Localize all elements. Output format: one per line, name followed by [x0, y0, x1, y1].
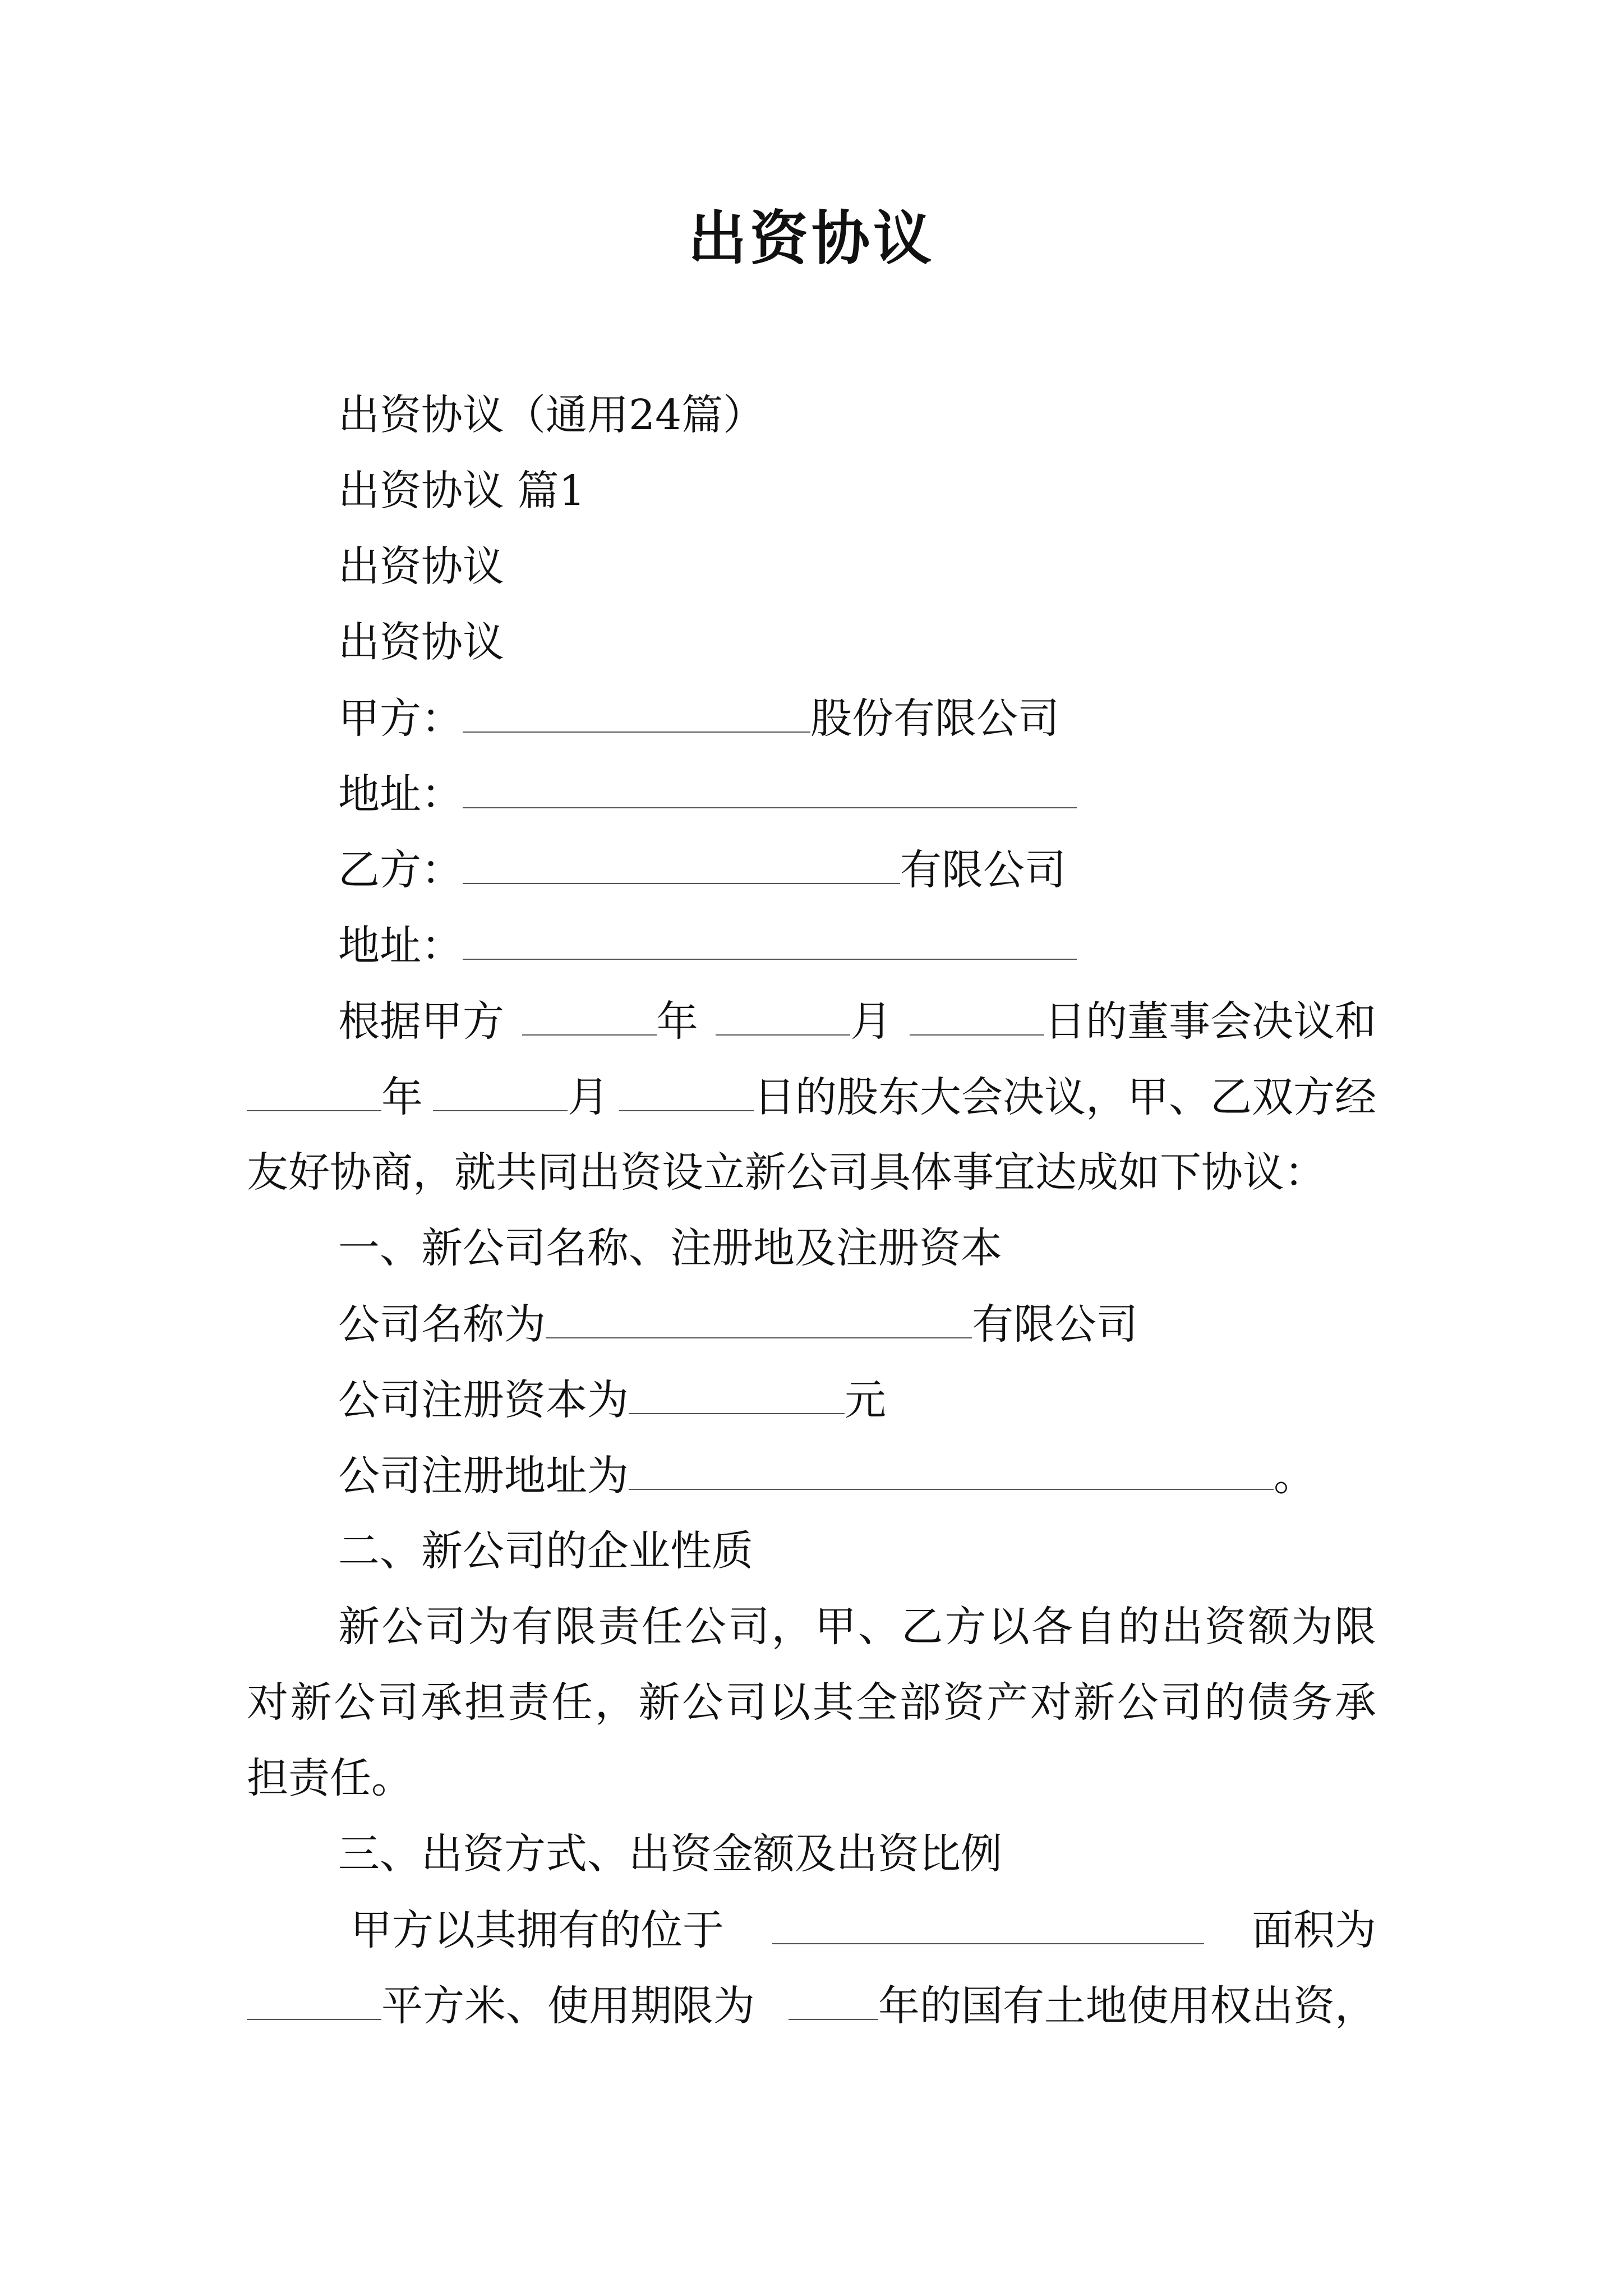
document-title: 出资协议 [688, 204, 935, 273]
clause-2-text-1 [338, 1599, 1376, 1655]
clause-3-text-2: 面积为 [1252, 1906, 1376, 1954]
clause-3-text-3: 平方米、使用期限为 [381, 1982, 755, 2030]
glyph: 其 [812, 1678, 854, 1727]
year-blank [522, 993, 657, 1036]
glyph: 承 [1334, 1678, 1376, 1727]
company-name-suffix: 有限公司 [972, 1300, 1138, 1349]
glyph: 新 [1073, 1678, 1115, 1727]
month-blank-2 [433, 1069, 568, 1111]
glyph: 责 [508, 1678, 550, 1727]
glyph: 司 [725, 1678, 767, 1727]
glyph: ， [594, 1678, 637, 1727]
glyph: 出 [1161, 1603, 1203, 1651]
year-group-2 [247, 1069, 423, 1125]
glyph: 司 [728, 1603, 770, 1651]
party-a-label: 甲方： [338, 694, 463, 743]
section-heading: 出资协议 篇1 [338, 467, 585, 515]
glyph: 为 [468, 1603, 510, 1651]
glyph: 以 [769, 1678, 811, 1727]
party-b-blank [463, 841, 900, 884]
glyph: 部 [899, 1678, 941, 1727]
registered-address-blank [629, 1447, 1274, 1490]
heading-2: 出资协议 [338, 618, 504, 666]
company-name-label: 公司名称为 [338, 1300, 546, 1349]
glyph: 以 [988, 1603, 1030, 1651]
month-label: 月 [850, 997, 892, 1046]
capital-unit: 元 [845, 1376, 886, 1424]
clause-2-line-1 [338, 1599, 1376, 1655]
intro-text-3: 日的股东大会决议，甲、乙双方经 [754, 1073, 1376, 1121]
glyph: 公 [1117, 1678, 1159, 1727]
glyph: 各 [1031, 1603, 1073, 1651]
glyph: 责 [598, 1603, 640, 1651]
glyph: 对 [1030, 1678, 1072, 1727]
document-subtitle: 出资协议（通用24篇） [338, 391, 765, 439]
intro-line-2 [247, 1069, 1376, 1125]
capital-line [338, 1372, 886, 1428]
glyph: 承 [421, 1678, 463, 1727]
clause-3-text-1: 甲方以其拥有的位于 [351, 1906, 724, 1954]
clause-2-text-2 [247, 1674, 1376, 1731]
address-a-label: 地址： [338, 770, 463, 818]
address-a-line [338, 766, 1077, 822]
area-blank [247, 1977, 381, 2020]
area-group [247, 1977, 755, 2034]
glyph: 任 [551, 1678, 593, 1727]
intro-line-3: 友好协商，就共同出资设立新公司具体事宜达成如下协议： [247, 1148, 1326, 1197]
glyph: 自 [1075, 1603, 1117, 1651]
clause-3-heading: 三、出资方式、出资金额及出资比例 [338, 1830, 1002, 1878]
glyph: 方 [944, 1603, 986, 1651]
clause-2-heading: 二、新公司的企业性质 [338, 1527, 753, 1575]
glyph: 司 [1160, 1678, 1202, 1727]
intro-text-2: 日的董事会决议和 [1044, 997, 1376, 1046]
glyph: 新 [338, 1603, 380, 1651]
glyph: 有 [511, 1603, 553, 1651]
day-group [910, 993, 1376, 1050]
heading-1: 出资协议 [338, 542, 504, 591]
party-a-suffix: 股份有限公司 [810, 694, 1059, 743]
glyph: 的 [1204, 1678, 1246, 1727]
party-b-line [338, 841, 1066, 898]
glyph: 任 [641, 1603, 683, 1651]
clause-3-text-4: 年的国有土地使用权出资， [878, 1982, 1376, 2030]
glyph: 限 [1334, 1603, 1376, 1651]
capital-label: 公司注册资本为 [338, 1376, 629, 1424]
glyph: 的 [1118, 1603, 1160, 1651]
term-blank [789, 1977, 878, 2020]
party-a-blank [463, 690, 810, 733]
capital-blank [629, 1372, 845, 1414]
glyph: 乙 [901, 1603, 943, 1651]
address-a-blank [463, 766, 1077, 808]
intro-text-1: 根据甲方 [338, 997, 504, 1046]
company-name-line [338, 1296, 1138, 1352]
glyph: 新 [638, 1678, 680, 1727]
glyph: 公 [685, 1603, 726, 1651]
glyph: 资 [1205, 1603, 1246, 1651]
land-location-blank [772, 1902, 1204, 1944]
clause-3-line-2 [247, 1977, 1376, 2034]
clause-3-line-1 [351, 1902, 1376, 1958]
glyph: 甲 [814, 1603, 856, 1651]
month-blank [716, 993, 850, 1036]
glyph: 新 [290, 1678, 332, 1727]
glyph: 司 [377, 1678, 419, 1727]
glyph: 公 [334, 1678, 376, 1727]
year-blank-2 [247, 1069, 381, 1111]
glyph: 对 [247, 1678, 288, 1727]
day-blank-2 [619, 1069, 754, 1111]
party-b-label: 乙方： [338, 846, 463, 894]
company-name-blank [546, 1296, 972, 1338]
clause-2-line-3: 担责任。 [247, 1754, 413, 1802]
month-label-2: 月 [568, 1073, 609, 1121]
glyph: 额 [1248, 1603, 1290, 1651]
day-group-2 [619, 1069, 1376, 1125]
glyph: 担 [464, 1678, 506, 1727]
address-b-line [338, 917, 1077, 974]
registered-address-line [338, 1447, 1315, 1504]
registered-address-end: 。 [1274, 1452, 1315, 1500]
glyph: 司 [425, 1603, 467, 1651]
address-b-blank [463, 917, 1077, 960]
day-blank [910, 993, 1044, 1036]
glyph: 资 [943, 1678, 985, 1727]
clause-2-line-2 [247, 1674, 1376, 1731]
party-b-suffix: 有限公司 [900, 846, 1066, 894]
glyph: 全 [856, 1678, 898, 1727]
term-group [789, 1977, 1376, 2034]
clause-1-heading: 一、新公司名称、注册地及注册资本 [338, 1224, 1002, 1272]
intro-line-1 [338, 993, 1376, 1050]
month-group [716, 993, 892, 1050]
glyph: 公 [681, 1678, 723, 1727]
year-label-2: 年 [381, 1073, 423, 1121]
registered-address-label: 公司注册地址为 [338, 1452, 629, 1500]
party-a-line [338, 690, 1059, 747]
glyph: 务 [1291, 1678, 1333, 1727]
glyph: ， [771, 1603, 813, 1651]
glyph: 债 [1247, 1678, 1289, 1727]
glyph: 、 [858, 1603, 900, 1651]
glyph: 限 [555, 1603, 597, 1651]
year-group [522, 993, 698, 1050]
glyph: 为 [1291, 1603, 1333, 1651]
glyph: 公 [381, 1603, 423, 1651]
year-label: 年 [656, 997, 698, 1046]
month-group-2 [433, 1069, 609, 1125]
address-b-label: 地址： [338, 922, 463, 970]
glyph: 产 [986, 1678, 1029, 1727]
